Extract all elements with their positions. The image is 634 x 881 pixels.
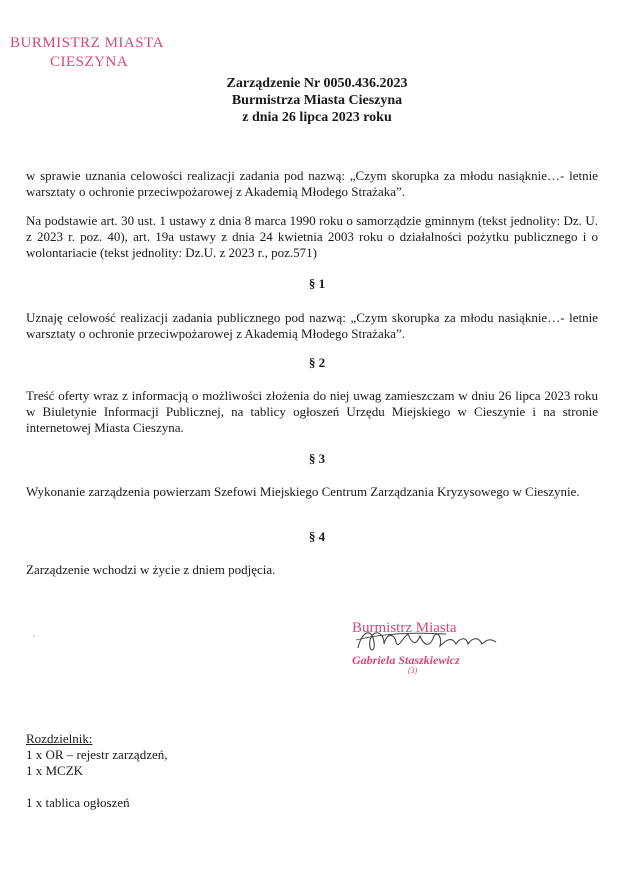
- section-1-text: Uznaję celowość realizacji zadania publicznego pod nazwą: „Czym skorupka za młodu nasiąknie…- letnie warsztaty o ochronie przeciwpożarowej z Akademią Młodego Strażaka”.: [26, 310, 598, 341]
- subject-paragraph: w sprawie uznania celowości realizacji zadania pod nazwą: „Czym skorupka za młodu nasiąknie…- letnie warsztaty o ochronie przeciwpożarowej z Akademią Młodego Strażaka”.: [26, 168, 598, 199]
- distribution-item: 1 x MCZK: [26, 763, 84, 778]
- ordinance-number: Zarządzenie Nr 0050.436.2023: [226, 76, 408, 91]
- signature-name: Gabriela Staszkiewicz: [352, 653, 460, 667]
- section-3-heading: § 3: [308, 451, 326, 466]
- section-2-heading: § 2: [308, 355, 326, 370]
- section-4-text: Zarządzenie wchodzi w życie z dniem podjęcia.: [26, 562, 276, 577]
- section-3-text: Wykonanie zarządzenia powierzam Szefowi Miejskiego Centrum Zarządzania Kryzysowego w Cieszynie.: [26, 484, 580, 499]
- stamp-line-2: CIESZYNA: [50, 54, 129, 70]
- scan-dot: ·: [32, 632, 36, 643]
- mayor-stamp: [10, 34, 164, 72]
- section-2-text: Treść oferty wraz z informacją o możliwości złożenia do niej uwag zamieszczam w dniu 26 lipca 2023 roku w Biuletynie Informacji Publicznej, na tablicy ogłoszeń Urzędu Miejskiego w Cieszynie i na stronie internetowej Miasta Cieszyna.: [26, 388, 598, 435]
- ordinance-issuer: Burmistrza Miasta Cieszyna: [231, 93, 403, 108]
- section-4-heading: § 4: [308, 529, 326, 544]
- distribution-item: 1 x tablica ogłoszeń: [26, 795, 130, 810]
- signature-note: (3): [408, 666, 418, 675]
- signature-stamp-title: Burmistrz Miasta: [352, 620, 457, 636]
- ordinance-date: z dnia 26 lipca 2023 roku: [242, 110, 392, 125]
- stamp-line-1: BURMISTRZ MIASTA: [10, 35, 164, 51]
- distribution-item: 1 x OR – rejestr zarządzeń,: [26, 747, 168, 762]
- legal-basis-paragraph: Na podstawie art. 30 ust. 1 ustawy z dnia 8 marca 1990 roku o samorządzie gminnym (tekst jednolity: Dz. U. z 2023 r. poz. 40), art. 19a ustawy z dnia 24 kwietnia 2003 roku o działalności pożytku publicznego i o wolontariacie (tekst jednolity: Dz.U. z 2023 r., poz.571): [26, 213, 598, 260]
- distribution-title: Rozdzielnik:: [26, 731, 93, 746]
- section-1-heading: § 1: [308, 276, 326, 291]
